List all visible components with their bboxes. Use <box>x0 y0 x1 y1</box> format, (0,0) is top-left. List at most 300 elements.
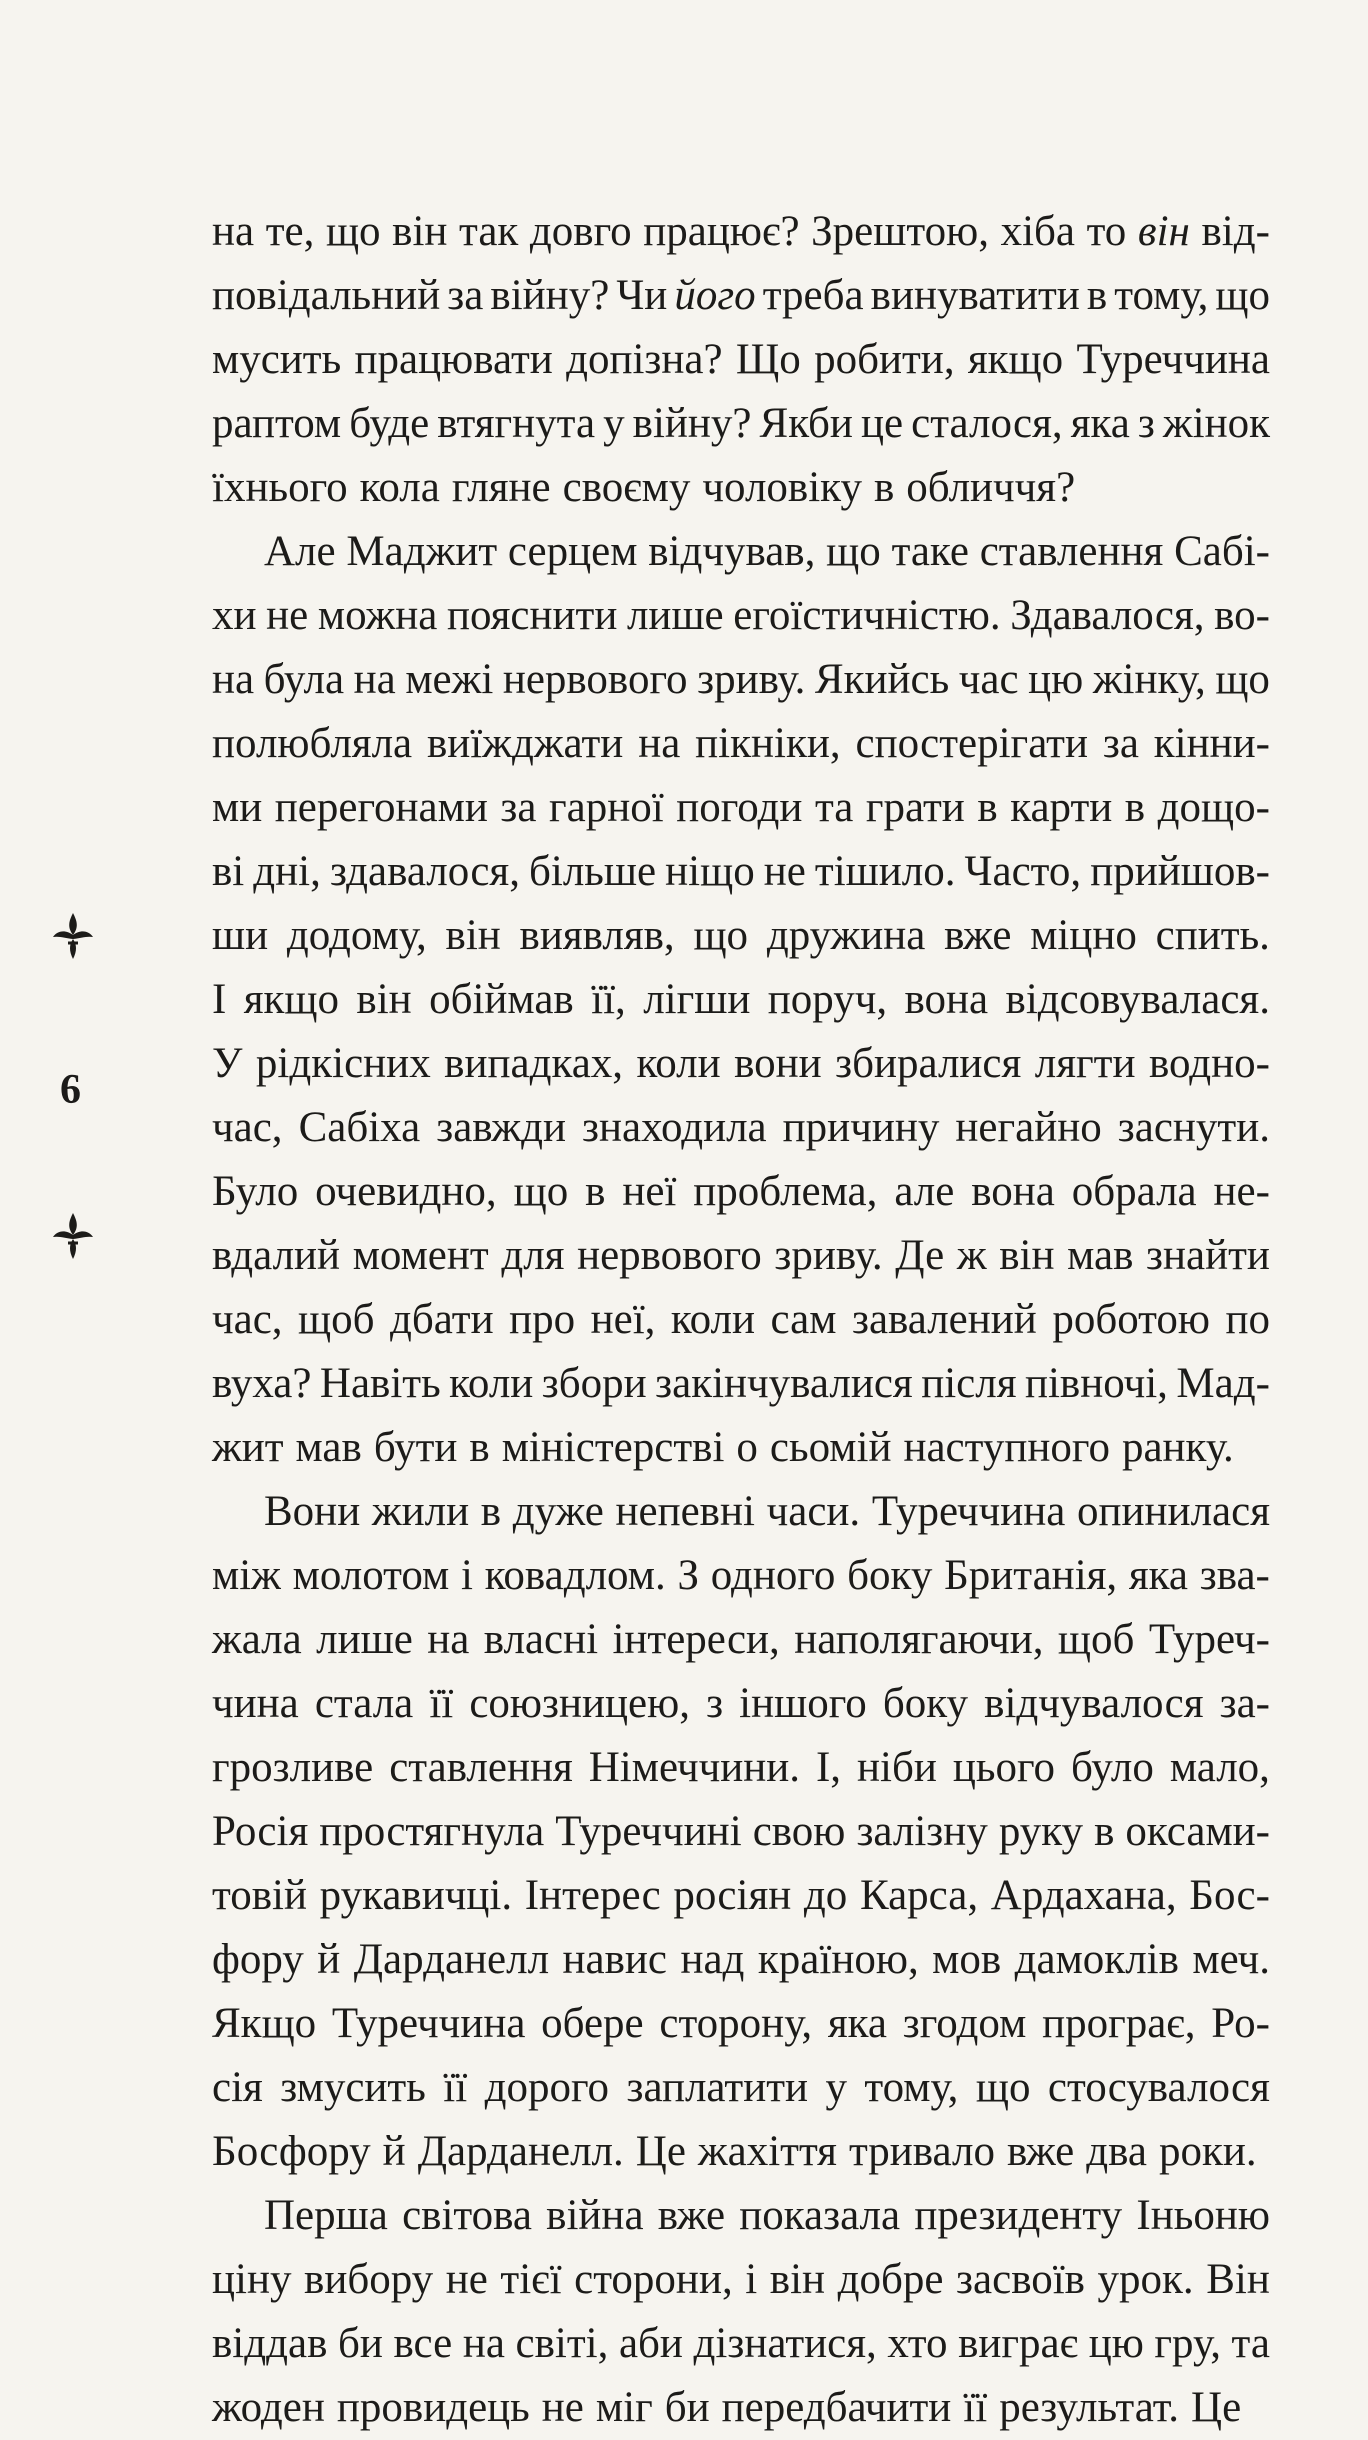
word: жит <box>212 1424 284 1471</box>
word: Сабі- <box>1174 528 1270 575</box>
word: боку <box>847 1552 933 1599</box>
word: боку <box>882 1680 969 1727</box>
word: грозливе <box>212 1744 374 1791</box>
word: після <box>921 1360 1017 1407</box>
word: ж <box>956 1232 987 1279</box>
word: погоди <box>676 784 803 831</box>
word: вона <box>904 976 989 1023</box>
word: яка <box>1128 1552 1189 1599</box>
word: во- <box>1214 592 1270 639</box>
word: час, <box>212 1104 283 1151</box>
text-line <box>212 2376 1270 2440</box>
word: У <box>212 1040 243 1087</box>
word: в <box>469 1424 490 1471</box>
word: мусить <box>212 336 342 383</box>
word: нервового <box>577 1232 762 1279</box>
word: відчувалося <box>984 1680 1204 1727</box>
word: у <box>825 2064 847 2111</box>
word: простягнула <box>319 1808 545 1855</box>
word: зриву. <box>697 656 806 703</box>
italic-word: він <box>1137 208 1190 255</box>
word: би <box>664 2384 710 2431</box>
word: для <box>501 1232 565 1279</box>
word: ши <box>212 912 269 959</box>
word: президенту <box>914 2192 1123 2239</box>
word: це <box>860 400 904 447</box>
word: свою <box>752 1808 846 1855</box>
word: о <box>736 1424 758 1471</box>
word: Він <box>1206 2256 1270 2303</box>
word: завалений <box>851 1296 1037 1343</box>
word: Якби <box>759 400 853 447</box>
word: Чи <box>616 272 668 319</box>
word: яка <box>827 2000 887 2047</box>
word: Мад- <box>1176 1360 1270 1407</box>
word: додому, <box>286 912 427 959</box>
word: на <box>638 720 681 767</box>
word: Ро- <box>1211 2000 1270 2047</box>
word: Вони <box>264 1488 361 1535</box>
word: що <box>1215 656 1270 703</box>
word: оксами- <box>1125 1808 1270 1855</box>
word: молотом <box>292 1552 450 1599</box>
text-line <box>212 456 1270 520</box>
word: жоден <box>212 2384 325 2431</box>
word: дощо- <box>1157 784 1270 831</box>
word: жінку, <box>1092 656 1206 703</box>
word: коли <box>636 1040 721 1087</box>
word: чоловіку <box>702 464 862 511</box>
word: заплатити <box>626 2064 809 2111</box>
word: мав <box>295 1424 362 1471</box>
word: урок. <box>1097 2256 1194 2303</box>
word: мов <box>932 1936 1002 1983</box>
word: передбачити <box>721 2384 952 2431</box>
word: завжди <box>436 1104 566 1151</box>
word: зриву. <box>774 1232 883 1279</box>
word: якщо <box>967 336 1064 383</box>
word: проблема, <box>693 1168 878 1215</box>
word: грати <box>865 784 965 831</box>
paragraph <box>212 1480 1270 2184</box>
word: гляне <box>451 464 551 511</box>
word: за <box>1102 720 1139 767</box>
word: показала <box>739 2192 901 2239</box>
word: треба <box>762 272 864 319</box>
word: Якийсь <box>814 656 950 703</box>
word: в <box>873 464 895 511</box>
text-line <box>212 1992 1270 2056</box>
word: Де <box>895 1232 945 1279</box>
text-line <box>212 1608 1270 1672</box>
word: працює? <box>643 208 800 255</box>
word: Карса, <box>859 1872 979 1919</box>
word: Часто, <box>964 848 1082 895</box>
text-line <box>212 1544 1270 1608</box>
word: в <box>1124 784 1146 831</box>
word: збори <box>541 1360 647 1407</box>
text-line <box>212 776 1270 840</box>
word: ми <box>212 784 263 831</box>
fleur-ornament-icon <box>48 1205 98 1269</box>
word: хто <box>887 2320 948 2367</box>
word: між <box>212 1552 281 1599</box>
word: рідкісних <box>255 1040 431 1087</box>
word: країною, <box>757 1936 919 1983</box>
word: меч. <box>1192 1936 1270 1983</box>
text-line <box>212 584 1270 648</box>
word: про <box>509 1296 576 1343</box>
word: з <box>1137 400 1155 447</box>
word: одного <box>710 1552 836 1599</box>
word: вони <box>734 1040 822 1087</box>
word: кола <box>359 464 440 511</box>
text-line <box>212 1096 1270 1160</box>
word: наступного <box>903 1424 1110 1471</box>
word: знаходила <box>582 1104 767 1151</box>
word: якщо <box>243 976 340 1023</box>
text-line <box>212 1288 1270 1352</box>
word: віддав <box>212 2320 328 2367</box>
word: поруч, <box>767 976 888 1023</box>
text-line <box>212 1736 1270 1800</box>
word: вже <box>1006 2128 1075 2175</box>
word: і <box>461 1552 473 1599</box>
word: час, <box>212 1296 283 1343</box>
word: З <box>677 1552 699 1599</box>
word: ніби <box>857 1744 937 1791</box>
word: робити, <box>814 336 955 383</box>
word: Туреччина <box>1076 336 1270 383</box>
word: момент <box>352 1232 489 1279</box>
word: рукавичці. <box>319 1872 513 1919</box>
word: в <box>977 784 998 831</box>
word: Було <box>212 1168 299 1215</box>
word: було <box>1071 1744 1154 1791</box>
word: егоїстичністю. <box>733 592 1001 639</box>
word: тішило. <box>814 848 956 895</box>
word: знайти <box>1146 1232 1270 1279</box>
word: Німеччини. <box>588 1744 801 1791</box>
word: гру, <box>1154 2320 1221 2367</box>
word: то <box>1086 208 1127 255</box>
word: сам <box>770 1296 837 1343</box>
page-number: 6 <box>60 1067 81 1113</box>
word: що <box>513 1168 569 1215</box>
word: але <box>894 1168 955 1215</box>
word: Перша <box>264 2192 388 2239</box>
word: гарної <box>548 784 664 831</box>
word: та <box>1231 2320 1270 2367</box>
word: міцно <box>1030 912 1137 959</box>
word: Іньоню <box>1136 2192 1270 2239</box>
word: дізнатися, <box>693 2320 877 2367</box>
word: вибору <box>304 2256 434 2303</box>
word: зва- <box>1199 1552 1270 1599</box>
word: дорого <box>484 2064 610 2111</box>
word: Маджит <box>346 528 498 575</box>
word: те, <box>265 208 315 255</box>
word: не <box>266 592 309 639</box>
word: результат. <box>999 2384 1180 2431</box>
word: Це <box>635 2128 686 2175</box>
word: випадках, <box>444 1040 624 1087</box>
word: карти <box>1010 784 1113 831</box>
paragraph <box>212 2184 1270 2440</box>
text-line <box>212 328 1270 392</box>
word: два <box>1086 2128 1147 2175</box>
word: жінок <box>1162 400 1270 447</box>
word: жала <box>212 1616 302 1663</box>
word: допізна? <box>566 336 723 383</box>
word: коли <box>670 1296 756 1343</box>
word: стосувалося <box>1047 2064 1270 2111</box>
word: Дарданелл. <box>417 2128 624 2175</box>
word: прийшов- <box>1090 848 1270 895</box>
word: сія <box>212 2064 263 2111</box>
word: жили <box>371 1488 470 1535</box>
word: вже <box>944 912 1012 959</box>
word: тому, <box>864 2064 959 2111</box>
word: товій <box>212 1872 307 1919</box>
word: роки. <box>1158 2128 1257 2175</box>
word: роботою <box>1052 1296 1210 1343</box>
text-line <box>212 2120 1270 2184</box>
word: негайно <box>955 1104 1102 1151</box>
word: була <box>263 656 345 703</box>
word: заснути. <box>1117 1104 1270 1151</box>
word: засвоїв <box>956 2256 1085 2303</box>
word: руку <box>998 1808 1084 1855</box>
word: І <box>212 976 227 1023</box>
word: не <box>445 2256 488 2303</box>
word: на <box>462 2320 505 2367</box>
word: лігши <box>643 976 751 1023</box>
word: Якщо <box>212 2000 317 2047</box>
word: союзницею, <box>469 1680 691 1727</box>
word: цю <box>1088 2320 1144 2367</box>
word: все <box>393 2320 453 2367</box>
word: серцем <box>507 528 638 575</box>
word: перегонами <box>274 784 488 831</box>
word: її <box>963 2384 988 2431</box>
word: він <box>392 208 448 255</box>
word: буде <box>349 400 430 447</box>
text-line <box>212 1224 1270 1288</box>
word: яка <box>1070 400 1130 447</box>
word: здавалося, <box>329 848 520 895</box>
word: Британія, <box>944 1552 1118 1599</box>
text-line <box>212 1160 1270 1224</box>
word: Сабіха <box>298 1104 421 1151</box>
word: Дарданелл <box>353 1936 550 1983</box>
word: тієї <box>500 2256 562 2303</box>
word: так <box>459 208 519 255</box>
word: межі <box>405 656 494 703</box>
word: він <box>356 976 412 1023</box>
text-line <box>212 2248 1270 2312</box>
word: іншого <box>739 1680 867 1727</box>
word: інтереси, <box>612 1616 780 1663</box>
word: залізну <box>856 1808 988 1855</box>
word: Це <box>1191 2384 1242 2431</box>
word: з <box>706 1680 724 1727</box>
paragraph <box>212 520 1270 1480</box>
word: він <box>769 2256 826 2303</box>
word: на <box>353 656 396 703</box>
word: наполягаючи, <box>794 1616 1044 1663</box>
word: час <box>958 656 1019 703</box>
word: бути <box>373 1424 458 1471</box>
text-line <box>212 840 1270 904</box>
word: обрала <box>1071 1168 1197 1215</box>
word: ві <box>212 848 245 895</box>
word: й <box>317 1936 341 1983</box>
word: до <box>803 1872 848 1919</box>
word: більше <box>529 848 657 895</box>
word: він <box>999 1232 1055 1279</box>
word: на <box>212 656 255 703</box>
word: сторони, <box>574 2256 733 2303</box>
word: від- <box>1201 208 1270 255</box>
word: Але <box>264 528 336 575</box>
word: очевидно, <box>315 1168 497 1215</box>
fleur-ornament-icon <box>48 905 98 969</box>
word: світі, <box>515 2320 609 2367</box>
word: за <box>500 784 537 831</box>
word: не- <box>1213 1168 1270 1215</box>
text-line <box>212 1928 1270 1992</box>
word: щоб <box>298 1296 375 1343</box>
text-line <box>212 1800 1270 1864</box>
word: можна <box>317 592 438 639</box>
word: відсовувалася. <box>1005 976 1270 1023</box>
word: жахіття <box>697 2128 837 2175</box>
word: відчував, <box>648 528 816 575</box>
body-text <box>212 200 1270 2440</box>
word: спостерігати <box>855 720 1088 767</box>
word: ставлення <box>389 1744 573 1791</box>
word: часи. <box>766 1488 861 1535</box>
text-line <box>212 1352 1270 1416</box>
word: власні <box>483 1616 599 1663</box>
word: навис <box>562 1936 667 1983</box>
word: причину <box>782 1104 940 1151</box>
word: провидець <box>336 2384 530 2431</box>
word: пікніки, <box>695 720 841 767</box>
word: Навіть <box>319 1360 441 1407</box>
word: дамоклів <box>1014 1936 1179 1983</box>
word: вуха? <box>212 1360 312 1407</box>
word: обіймав <box>429 976 574 1023</box>
word: півночі, <box>1024 1360 1168 1407</box>
word: вже <box>657 2192 726 2239</box>
word: добре <box>837 2256 944 2303</box>
text-line <box>212 1672 1270 1736</box>
word: своєму <box>562 464 691 511</box>
word: водно- <box>1148 1040 1270 1087</box>
word: аби <box>618 2320 683 2367</box>
word: лягти <box>1034 1040 1136 1087</box>
word: вдалий <box>212 1232 341 1279</box>
word: її <box>429 1680 454 1727</box>
word: на <box>427 1616 470 1663</box>
word: згодом <box>902 2000 1027 2047</box>
word: Туреч- <box>1148 1616 1270 1663</box>
word: міг <box>595 2384 653 2431</box>
word: що <box>1215 272 1270 319</box>
word: не <box>763 848 806 895</box>
word: міністерстві <box>501 1424 725 1471</box>
word: й <box>382 2128 406 2175</box>
word: повідальний <box>212 272 441 319</box>
word: війну? <box>632 400 752 447</box>
word: мало, <box>1169 1744 1270 1791</box>
word: що <box>325 208 381 255</box>
word: Туреччина <box>871 1488 1066 1535</box>
word: дружина <box>766 912 926 959</box>
text-line <box>212 2312 1270 2376</box>
word: змусить <box>280 2064 426 2111</box>
word: в <box>1086 272 1108 319</box>
word: дуже <box>512 1488 604 1535</box>
word: війну? <box>490 272 610 319</box>
word: хіба <box>1000 208 1075 255</box>
word: таке <box>891 528 969 575</box>
word: раптом <box>212 400 342 447</box>
text-line <box>212 1864 1270 1928</box>
text-line <box>212 2056 1270 2120</box>
word: ранку. <box>1121 1424 1234 1471</box>
word: її <box>443 2064 468 2111</box>
word: Росія <box>212 1808 309 1855</box>
word: довго <box>529 208 632 255</box>
word: світова <box>402 2192 532 2239</box>
word: на <box>212 208 255 255</box>
word: І, <box>815 1744 842 1791</box>
word: збиралися <box>835 1040 1022 1087</box>
word: пояснити <box>446 592 618 639</box>
word: опинилася <box>1077 1488 1270 1535</box>
word: обере <box>541 2000 644 2047</box>
word: Що <box>735 336 801 383</box>
word: Здавалося, <box>1010 592 1205 639</box>
word: їхнього <box>212 464 348 511</box>
word: полюбляла <box>212 720 413 767</box>
word: Інтерес <box>524 1872 661 1919</box>
word: виявляв, <box>519 912 675 959</box>
word: її, <box>591 976 626 1023</box>
word: Туреччині <box>555 1808 742 1855</box>
word: фору <box>212 1936 304 1983</box>
word: неї <box>622 1168 677 1215</box>
word: неї, <box>590 1296 656 1343</box>
word: втягнута <box>437 400 596 447</box>
word: в <box>1094 1808 1115 1855</box>
word: кінни- <box>1153 720 1270 767</box>
word: би <box>338 2320 383 2367</box>
word: та <box>814 784 854 831</box>
word: тривало <box>848 2128 995 2175</box>
word: Ардахана, <box>990 1872 1177 1919</box>
word: спить. <box>1155 912 1270 959</box>
word: лише <box>316 1616 413 1663</box>
word: сталося, <box>911 400 1063 447</box>
word: сьомій <box>769 1424 892 1471</box>
word: не <box>541 2384 584 2431</box>
word: непевні <box>615 1488 755 1535</box>
word: Бос- <box>1189 1872 1270 1919</box>
